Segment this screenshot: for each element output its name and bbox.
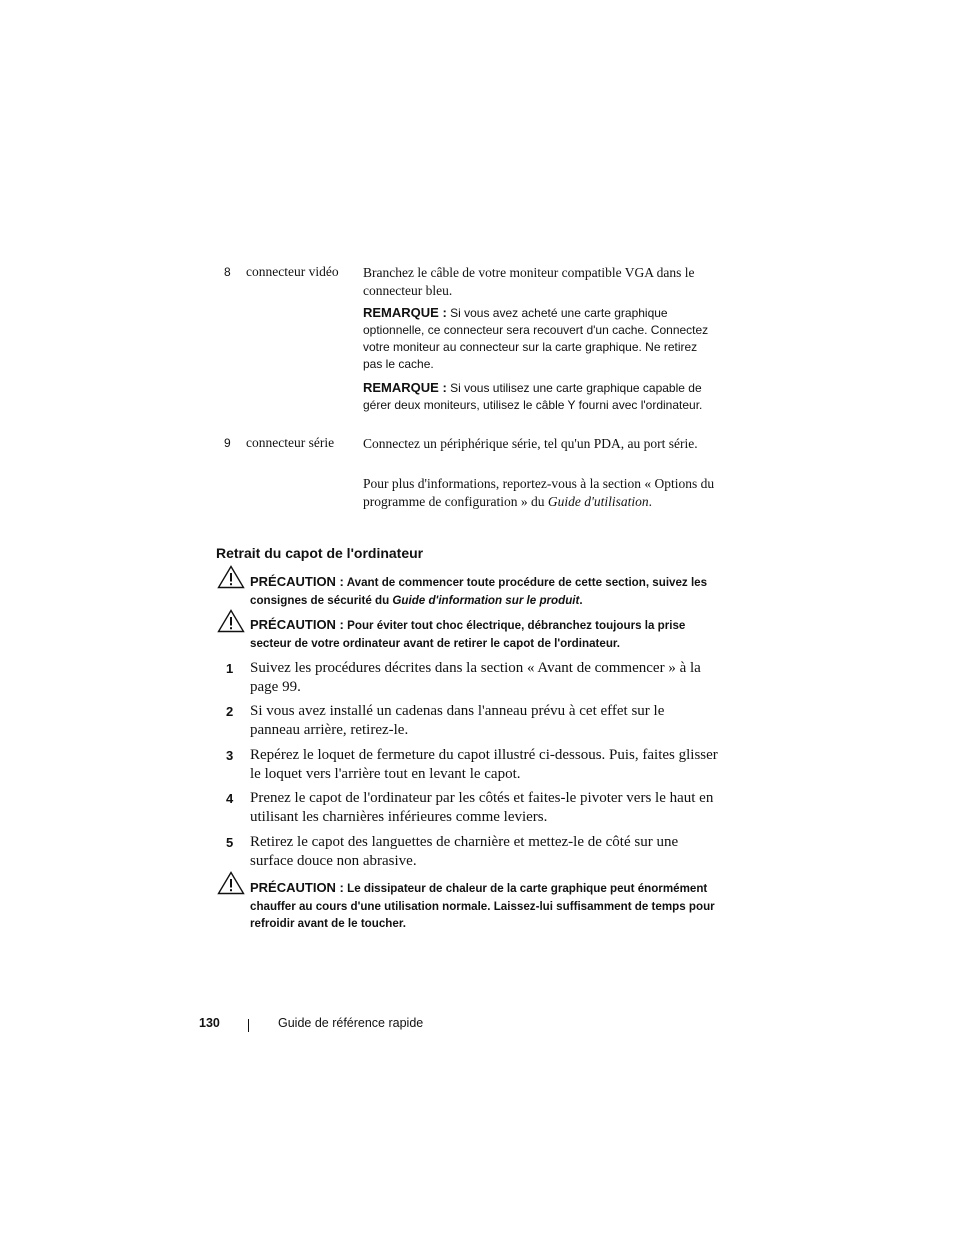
caution-lead: PRÉCAUTION : (250, 574, 344, 589)
step-number: 4 (226, 791, 234, 806)
note (363, 379, 715, 414)
caution-message (250, 879, 716, 933)
footer-separator (248, 1019, 249, 1032)
note (363, 304, 715, 373)
caution-text: Pour éviter tout choc électrique, débranchez toujours la prise secteur de votre ordinateur avant de retirer le capot de l'ordinateur. (250, 619, 686, 650)
row-number: 9 (224, 436, 231, 450)
footer-title: Guide de référence rapide (278, 1016, 424, 1030)
caution-italic: Guide d'information sur le produit (392, 593, 580, 607)
caution-text: Avant de commencer toute procédure de cette section, suivez les consignes de sécurité du (250, 576, 708, 607)
caution-message (250, 616, 716, 652)
step-text: Retirez le capot des languettes de charnière et mettez-le de côté sur une surface douce non abrasive. (250, 834, 679, 869)
note-text: Si vous avez acheté une carte graphique optionnelle, ce connecteur sera recouvert d'un cache. Connectez votre moniteur au connecteur sur la carte graphique. Ne retirez pas le cache. (363, 306, 709, 371)
caution-icon (217, 565, 245, 589)
step-number: 2 (226, 704, 234, 719)
note-text: Si vous utilisez une carte graphique capable de gérer deux moniteurs, utilisez le câble Y fourni avec l'ordinateur. (363, 381, 703, 412)
caution-lead: PRÉCAUTION : (250, 617, 344, 632)
caution-message (250, 573, 716, 609)
row-description: Connectez un périphérique série, tel qu'un PDA, au port série. (363, 436, 698, 451)
step-text: Suivez les procédures décrites dans la section « Avant de commencer » à la page 99. (250, 660, 701, 695)
extra-italic: Guide d'utilisation (547, 493, 649, 509)
caution-text: Le dissipateur de chaleur de la carte graphique peut énormément chauffer au cours d'une utilisation normale. Laissez-lui suffisamment de temps pour refroidir avant de le toucher. (250, 882, 715, 930)
step-number: 5 (226, 835, 234, 850)
caution-icon (217, 871, 245, 895)
row-label: connecteur série (246, 435, 335, 450)
step-text: Prenez le capot de l'ordinateur par les côtés et faites-le pivoter vers le haut en utilisant les charnières inférieures comme leviers. (250, 790, 714, 825)
caution-icon (217, 609, 245, 633)
step-text: Si vous avez installé un cadenas dans l'anneau prévu à cet effet sur le panneau arrière, retirez-le. (250, 703, 665, 738)
row-extra-info (363, 475, 715, 510)
row-description: Branchez le câble de votre moniteur compatible VGA dans le connecteur bleu. (363, 265, 695, 298)
page-number: 130 (199, 1016, 220, 1030)
section-title: Retrait du capot de l'ordinateur (216, 545, 424, 561)
step-number: 3 (226, 748, 234, 763)
row-label: connecteur vidéo (246, 264, 339, 279)
step-number: 1 (226, 661, 234, 676)
note-lead: REMARQUE : (363, 305, 447, 320)
caution-end: . (579, 593, 583, 607)
step-text: Repérez le loquet de fermeture du capot illustré ci-dessous. Puis, faites glisser le loquet vers l'arrière tout en levant le capot. (250, 747, 718, 782)
note-lead: REMARQUE : (363, 380, 447, 395)
caution-lead: PRÉCAUTION : (250, 880, 344, 895)
row-number: 8 (224, 265, 231, 279)
extra-text: Pour plus d'informations, reportez-vous à la section « Options du programme de configuration » du (363, 476, 715, 509)
extra-end: . (648, 493, 652, 509)
